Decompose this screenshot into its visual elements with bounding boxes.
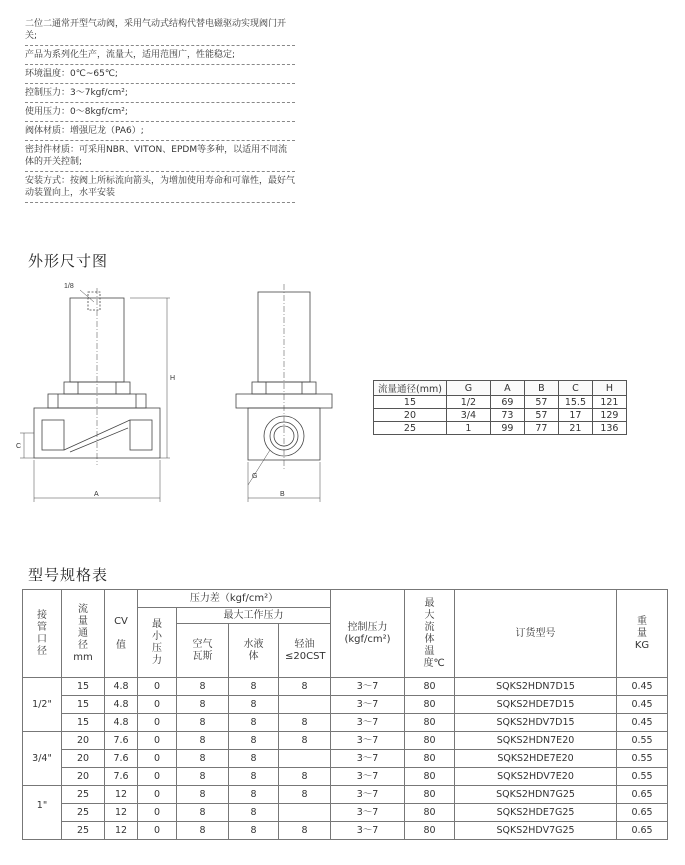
header-cv: CV 值 [105, 590, 138, 678]
table-row [374, 409, 627, 422]
table-cell: 12 [105, 786, 138, 804]
spec-item: 安装方式：按阀上所标流向箭头，为增加使用寿命和可靠性，最好气动装置向上，水平安装 [25, 172, 295, 203]
table-cell: 8 [229, 750, 279, 768]
table-cell: 25 [62, 804, 105, 822]
table-cell: 8 [229, 804, 279, 822]
spec-item: 密封件材质：可采用NBR、VITON、EPDM等多种，以适用不同流体的开关控制; [25, 141, 295, 172]
table-cell: 80 [405, 822, 455, 840]
header-weight-unit: KG [634, 639, 650, 651]
table-row [23, 804, 668, 822]
label-a: A [94, 491, 99, 498]
table-cell: 21 [558, 422, 592, 435]
spec-table-title: 型号规格表 [28, 566, 109, 584]
table-cell: 25 [62, 786, 105, 804]
table-cell: 121 [592, 396, 626, 409]
table-cell: 7.6 [105, 768, 138, 786]
table-cell: 3～7 [331, 804, 405, 822]
table-cell: 0 [138, 768, 177, 786]
table-cell [279, 696, 331, 714]
header-oil: 轻油≤20CST [279, 624, 331, 678]
spec-item: 环境温度：0℃~65℃; [25, 65, 295, 84]
table-cell: 20 [62, 750, 105, 768]
table-cell: 15 [374, 396, 447, 409]
table-cell: 15 [62, 696, 105, 714]
table-cell: 99 [490, 422, 524, 435]
spec-item: 控制压力：3～7kgf/cm²; [25, 84, 295, 103]
model-spec-table [22, 589, 668, 840]
header-cv-unit: 值 [116, 639, 126, 651]
table-cell: 8 [177, 732, 229, 750]
table-cell: 3～7 [331, 696, 405, 714]
table-cell: 20 [374, 409, 447, 422]
table-cell: 15 [62, 714, 105, 732]
table-cell: 57 [524, 409, 558, 422]
header-pressure: 压力差（kgf/cm²） [138, 590, 331, 608]
table-cell: 0.55 [617, 732, 668, 750]
table-cell: 77 [524, 422, 558, 435]
header-control: 控制压力(kgf/cm²) [331, 590, 405, 678]
table-cell: 4.8 [105, 696, 138, 714]
table-cell: 25 [374, 422, 447, 435]
table-cell: 20 [62, 768, 105, 786]
table-cell: 0.45 [617, 714, 668, 732]
table-cell: 8 [279, 768, 331, 786]
header-cell: B [524, 381, 558, 396]
table-cell: 3～7 [331, 714, 405, 732]
table-cell: 57 [524, 396, 558, 409]
label-g: G [252, 473, 258, 480]
table-cell: 8 [177, 804, 229, 822]
table-cell: 69 [490, 396, 524, 409]
table-cell: 4.8 [105, 678, 138, 696]
header-cell: H [592, 381, 626, 396]
table-cell: 3～7 [331, 768, 405, 786]
table-row [23, 768, 668, 786]
table-row [374, 396, 627, 409]
table-cell: 0 [138, 732, 177, 750]
table-cell: 0 [138, 696, 177, 714]
header-cell: A [490, 381, 524, 396]
table-cell: 0.65 [617, 822, 668, 840]
table-cell: SQKS2HDE7D15 [455, 696, 617, 714]
table-cell: 80 [405, 678, 455, 696]
table-cell: 80 [405, 786, 455, 804]
table-cell: 73 [490, 409, 524, 422]
table-cell: 0.65 [617, 804, 668, 822]
table-cell: 80 [405, 714, 455, 732]
table-cell: 8 [177, 768, 229, 786]
table-cell: SQKS2HDE7G25 [455, 804, 617, 822]
header-weight: 重量 KG [617, 590, 668, 678]
table-cell: 3～7 [331, 750, 405, 768]
table-cell: 0 [138, 804, 177, 822]
table-cell: 136 [592, 422, 626, 435]
table-cell: 3/4 [446, 409, 490, 422]
front-view-drawing [16, 280, 180, 500]
spec-item: 产品为系列化生产，流量大，适用范围广，性能稳定; [25, 46, 295, 65]
table-cell: 0 [138, 714, 177, 732]
table-cell: 8 [279, 714, 331, 732]
table-header-row [374, 381, 627, 396]
table-cell: 80 [405, 768, 455, 786]
port-cell: 3/4" [23, 732, 62, 786]
table-cell: 20 [62, 732, 105, 750]
table-cell: SQKS2HDV7E20 [455, 768, 617, 786]
table-cell: 4.8 [105, 714, 138, 732]
table-row [23, 678, 668, 696]
table-cell: 7.6 [105, 750, 138, 768]
table-cell: 8 [229, 822, 279, 840]
spec-item: 二位二通常开型气动阀，采用气动式结构代替电磁驱动实现阀门开关; [25, 15, 295, 46]
table-cell: 8 [177, 786, 229, 804]
table-cell [279, 750, 331, 768]
table-cell: 0 [138, 750, 177, 768]
table-cell: 12 [105, 822, 138, 840]
table-cell: 8 [279, 732, 331, 750]
table-cell: SQKS2HDE7E20 [455, 750, 617, 768]
table-cell: 3～7 [331, 678, 405, 696]
header-order: 订货型号 [455, 590, 617, 678]
table-cell: 7.6 [105, 732, 138, 750]
spec-item: 使用压力：0～8kgf/cm²; [25, 103, 295, 122]
table-cell: 3～7 [331, 786, 405, 804]
table-cell: 12 [105, 804, 138, 822]
table-row [23, 732, 668, 750]
table-cell: 3～7 [331, 732, 405, 750]
table-cell: 0 [138, 786, 177, 804]
table-cell: 0.55 [617, 768, 668, 786]
port-cell: 1/2" [23, 678, 62, 732]
table-cell: 8 [279, 678, 331, 696]
label-port: 1/8 [64, 283, 74, 290]
spec-item: 阀体材质：增强尼龙（PA6）; [25, 122, 295, 141]
dimension-title: 外形尺寸图 [28, 252, 109, 270]
table-row [23, 822, 668, 840]
label-b: B [280, 491, 285, 498]
table-cell: SQKS2HDN7E20 [455, 732, 617, 750]
header-air: 空气瓦斯 [177, 624, 229, 678]
table-row [23, 696, 668, 714]
table-cell: 1/2 [446, 396, 490, 409]
dimension-table [373, 380, 627, 435]
table-cell: 8 [177, 678, 229, 696]
header-cell: G [446, 381, 490, 396]
table-cell: 8 [177, 696, 229, 714]
table-cell: 0.55 [617, 750, 668, 768]
table-cell: SQKS2HDN7D15 [455, 678, 617, 696]
table-cell: 15.5 [558, 396, 592, 409]
header-port: 接管口径 [23, 590, 62, 678]
table-cell: 0.65 [617, 786, 668, 804]
table-cell: SQKS2HDV7D15 [455, 714, 617, 732]
table-cell: 8 [229, 768, 279, 786]
table-cell: 8 [177, 750, 229, 768]
table-cell: 25 [62, 822, 105, 840]
table-row [23, 714, 668, 732]
table-cell: 3～7 [331, 822, 405, 840]
table-cell: 0 [138, 822, 177, 840]
table-cell: 8 [279, 822, 331, 840]
table-cell: 15 [62, 678, 105, 696]
table-cell: 8 [229, 786, 279, 804]
header-cell: C [558, 381, 592, 396]
label-h: H [170, 375, 176, 382]
spec-list [25, 15, 295, 203]
table-cell: 80 [405, 732, 455, 750]
table-cell: 17 [558, 409, 592, 422]
table-cell: 80 [405, 804, 455, 822]
table-cell: 8 [229, 732, 279, 750]
table-cell: 8 [279, 786, 331, 804]
table-cell: 8 [229, 678, 279, 696]
table-row [23, 750, 668, 768]
table-cell: SQKS2HDN7G25 [455, 786, 617, 804]
table-cell: 80 [405, 696, 455, 714]
table-row [23, 786, 668, 804]
header-min: 最小压力 [138, 608, 177, 678]
table-cell: 8 [177, 822, 229, 840]
table-cell: 129 [592, 409, 626, 422]
header-cell: 流量通径(mm) [374, 381, 447, 396]
table-cell: 8 [229, 696, 279, 714]
table-header-row [23, 590, 668, 608]
header-flow-unit: mm [73, 651, 93, 663]
header-flow: 流量通径 mm [62, 590, 105, 678]
table-row [374, 422, 627, 435]
header-water: 水液体 [229, 624, 279, 678]
table-cell: 8 [177, 714, 229, 732]
table-cell: 1 [446, 422, 490, 435]
table-cell: 0 [138, 678, 177, 696]
table-cell: 0.45 [617, 696, 668, 714]
table-cell: 80 [405, 750, 455, 768]
table-cell: 8 [229, 714, 279, 732]
side-view-drawing [218, 280, 358, 500]
label-c: C [16, 443, 22, 450]
table-cell [279, 804, 331, 822]
header-max: 最大工作压力 [177, 608, 331, 624]
table-cell: 0.45 [617, 678, 668, 696]
port-cell: 1" [23, 786, 62, 840]
header-temp: 最大流体温度℃ [405, 590, 455, 678]
table-cell: SQKS2HDV7G25 [455, 822, 617, 840]
